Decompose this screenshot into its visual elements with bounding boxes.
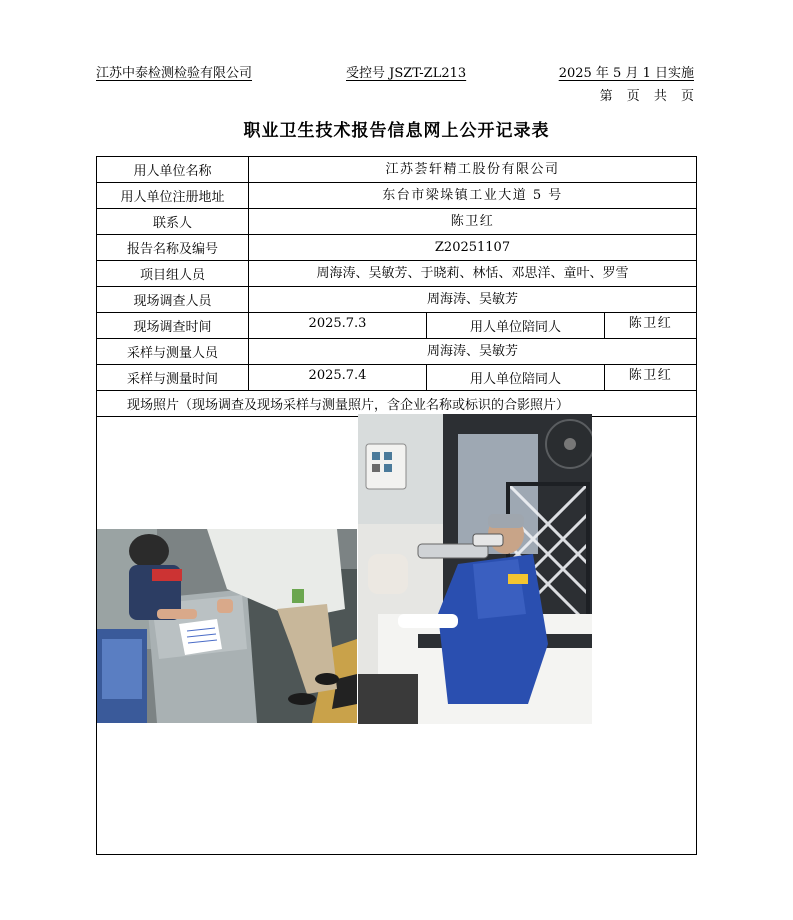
row-employer-name — [97, 157, 696, 183]
row-employer-address — [97, 183, 696, 209]
survey-accompany-value: 陈卫红 — [628, 316, 673, 331]
document-title: 职业卫生技术报告信息网上公开记录表 — [243, 121, 550, 141]
sampling-photo-image — [358, 414, 592, 724]
company-name: 江苏中泰检测检验有限公司 — [96, 66, 253, 81]
row-contact — [97, 209, 696, 235]
survey-staff-label: 现场调查人员 — [97, 287, 249, 312]
photos-label: 现场照片（现场调查及现场采样与测量照片，含企业名称或标识的合影照片） — [127, 398, 570, 413]
sampling-staff-value: 周海涛、吴敏芳 — [426, 344, 518, 359]
employer-address-label: 用人单位注册地址 — [97, 183, 249, 208]
page-count: 第 页 共 页 — [599, 89, 694, 104]
sampling-time-value: 2025.7.4 — [249, 365, 427, 390]
sampling-accompany-value: 陈卫红 — [628, 368, 673, 383]
survey-accompany-label: 用人单位陪同人 — [427, 313, 605, 338]
control-number: 受控号 JSZT-ZL213 — [346, 66, 467, 81]
employer-name-value: 江苏荟轩精工股份有限公司 — [385, 162, 560, 177]
employer-address-value: 东台市梁垛镇工业大道 5 号 — [382, 188, 563, 203]
project-team-label: 项目组人员 — [97, 261, 249, 286]
survey-photo — [97, 529, 357, 723]
sampling-time-label: 采样与测量时间 — [97, 365, 249, 390]
row-survey-staff — [97, 287, 696, 313]
row-survey-time — [97, 313, 696, 339]
sampling-photo — [358, 414, 592, 724]
survey-staff-value: 周海涛、吴敏芳 — [426, 292, 518, 307]
row-sampling-staff — [97, 339, 696, 365]
survey-photo-image — [97, 529, 357, 723]
survey-time-value: 2025.7.3 — [249, 313, 427, 338]
project-team-value: 周海涛、吴敏芳、于晓莉、林恬、邓思洋、童叶、罗雪 — [316, 266, 629, 281]
survey-time-label: 现场调查时间 — [97, 313, 249, 338]
effective-date: 2025 年 5 月 1 日实施 — [558, 66, 694, 81]
employer-name-label: 用人单位名称 — [97, 157, 249, 182]
report-label: 报告名称及编号 — [97, 235, 249, 260]
row-sampling-time — [97, 365, 696, 391]
row-report — [97, 235, 696, 261]
sampling-accompany-label: 用人单位陪同人 — [427, 365, 605, 390]
row-project-team — [97, 261, 696, 287]
contact-label: 联系人 — [97, 209, 249, 234]
document-header — [96, 62, 694, 80]
contact-value: 陈卫红 — [450, 214, 495, 229]
sampling-staff-label: 采样与测量人员 — [97, 339, 249, 364]
report-value: Z20251107 — [434, 240, 511, 255]
